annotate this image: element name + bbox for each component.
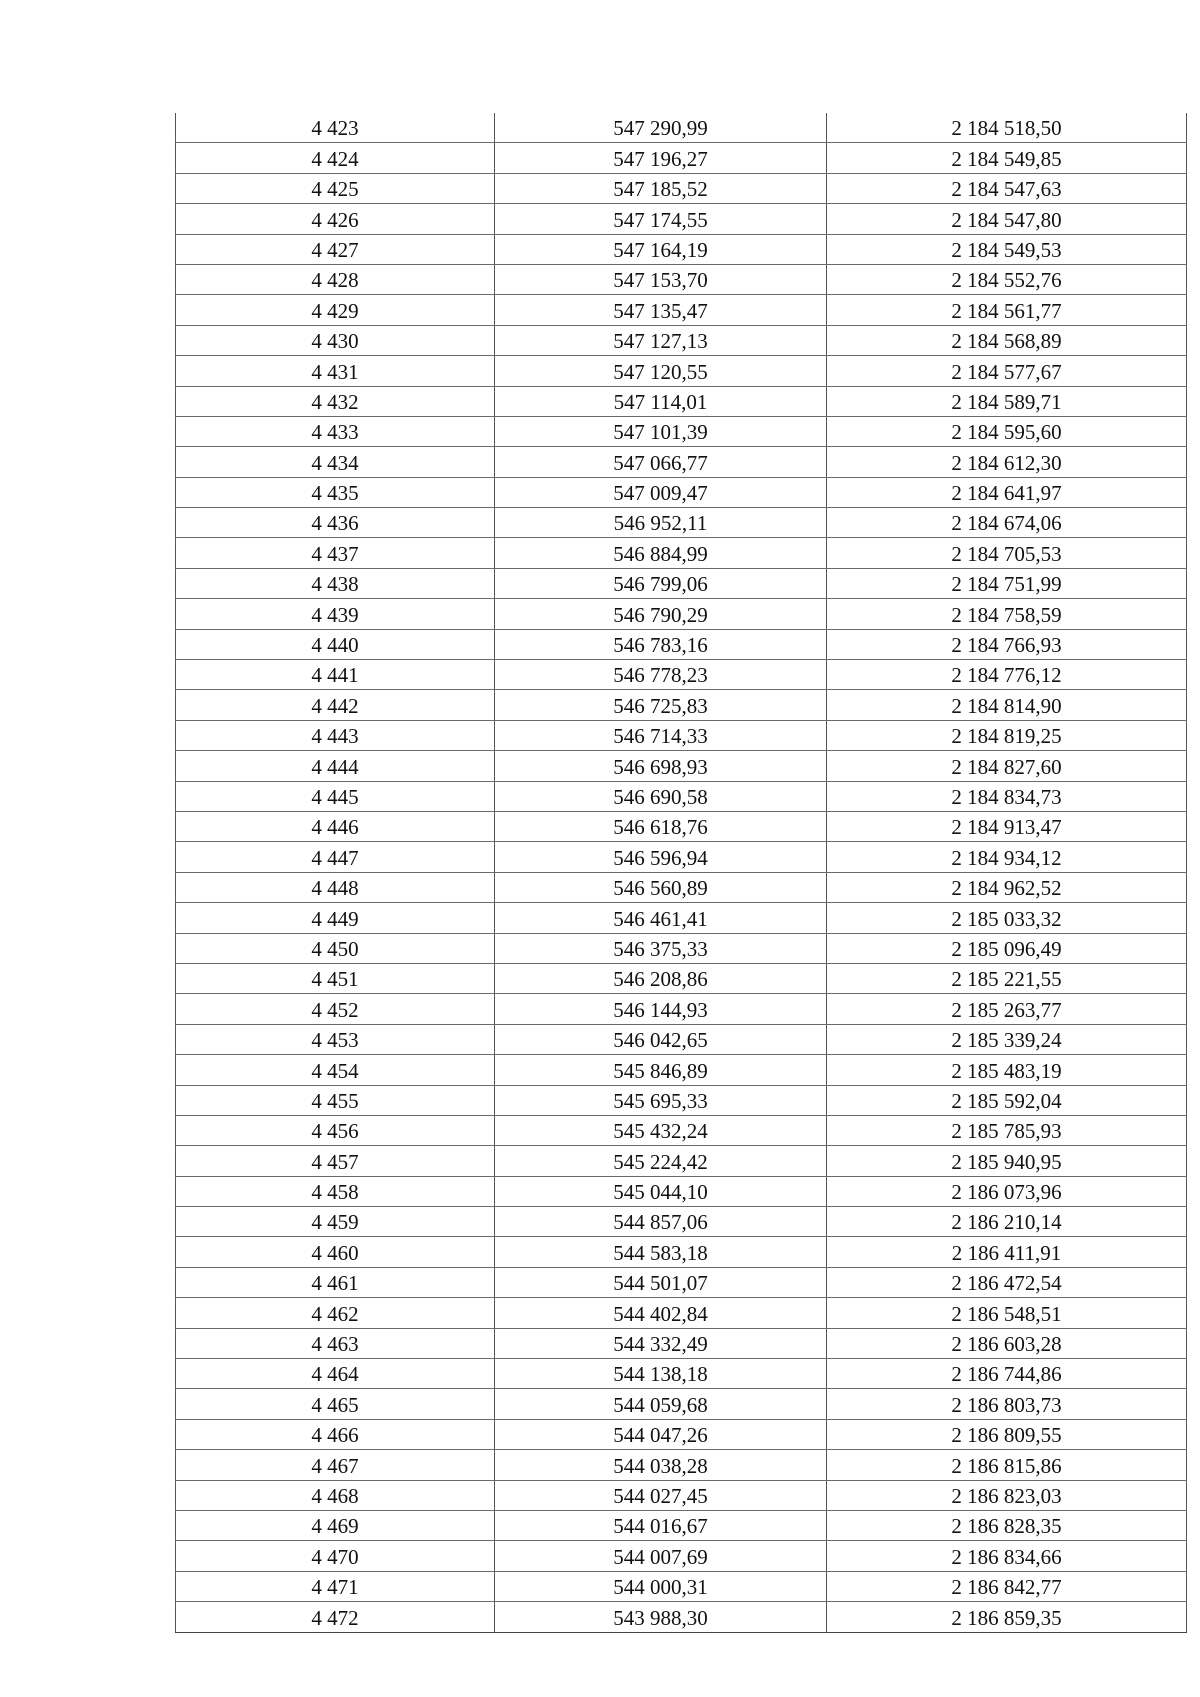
- point-number-cell: 4 448: [176, 872, 495, 902]
- y-coordinate-cell: 2 184 758,59: [827, 599, 1187, 629]
- x-coordinate-cell: 543 988,30: [495, 1602, 827, 1632]
- y-coordinate-cell: 2 184 549,53: [827, 234, 1187, 264]
- y-coordinate-cell: 2 184 819,25: [827, 720, 1187, 750]
- table-row: [176, 416, 1187, 446]
- x-coordinate-cell: 546 208,86: [495, 963, 827, 993]
- table-row: [176, 1359, 1187, 1389]
- coordinates-table-body: [176, 113, 1187, 1632]
- table-row: [176, 1328, 1187, 1358]
- point-number-cell: 4 430: [176, 325, 495, 355]
- y-coordinate-cell: 2 184 547,80: [827, 204, 1187, 234]
- point-number-cell: 4 438: [176, 568, 495, 598]
- x-coordinate-cell: 546 783,16: [495, 629, 827, 659]
- y-coordinate-cell: 2 186 210,14: [827, 1207, 1187, 1237]
- y-coordinate-cell: 2 186 859,35: [827, 1602, 1187, 1632]
- table-row: [176, 903, 1187, 933]
- point-number-cell: 4 461: [176, 1267, 495, 1297]
- point-number-cell: 4 472: [176, 1602, 495, 1632]
- table-row: [176, 1389, 1187, 1419]
- y-coordinate-cell: 2 186 548,51: [827, 1298, 1187, 1328]
- point-number-cell: 4 451: [176, 963, 495, 993]
- y-coordinate-cell: 2 184 595,60: [827, 416, 1187, 446]
- point-number-cell: 4 424: [176, 143, 495, 173]
- point-number-cell: 4 440: [176, 629, 495, 659]
- x-coordinate-cell: 547 120,55: [495, 356, 827, 386]
- point-number-cell: 4 433: [176, 416, 495, 446]
- table-row: [176, 629, 1187, 659]
- point-number-cell: 4 432: [176, 386, 495, 416]
- x-coordinate-cell: 546 799,06: [495, 568, 827, 598]
- table-row: [176, 113, 1187, 143]
- y-coordinate-cell: 2 186 834,66: [827, 1541, 1187, 1571]
- y-coordinate-cell: 2 184 827,60: [827, 751, 1187, 781]
- table-row: [176, 173, 1187, 203]
- point-number-cell: 4 437: [176, 538, 495, 568]
- point-number-cell: 4 447: [176, 842, 495, 872]
- point-number-cell: 4 464: [176, 1359, 495, 1389]
- table-row: [176, 599, 1187, 629]
- y-coordinate-cell: 2 185 221,55: [827, 963, 1187, 993]
- x-coordinate-cell: 546 698,93: [495, 751, 827, 781]
- x-coordinate-cell: 547 164,19: [495, 234, 827, 264]
- point-number-cell: 4 450: [176, 933, 495, 963]
- table-row: [176, 1480, 1187, 1510]
- point-number-cell: 4 444: [176, 751, 495, 781]
- point-number-cell: 4 439: [176, 599, 495, 629]
- table-row: [176, 325, 1187, 355]
- x-coordinate-cell: 546 560,89: [495, 872, 827, 902]
- x-coordinate-cell: 547 185,52: [495, 173, 827, 203]
- table-row: [176, 264, 1187, 294]
- y-coordinate-cell: 2 185 096,49: [827, 933, 1187, 963]
- y-coordinate-cell: 2 184 705,53: [827, 538, 1187, 568]
- table-row: [176, 811, 1187, 841]
- table-row: [176, 568, 1187, 598]
- y-coordinate-cell: 2 185 940,95: [827, 1146, 1187, 1176]
- x-coordinate-cell: 544 501,07: [495, 1267, 827, 1297]
- point-number-cell: 4 463: [176, 1328, 495, 1358]
- y-coordinate-cell: 2 186 823,03: [827, 1480, 1187, 1510]
- x-coordinate-cell: 545 846,89: [495, 1055, 827, 1085]
- table-row: [176, 356, 1187, 386]
- x-coordinate-cell: 546 714,33: [495, 720, 827, 750]
- y-coordinate-cell: 2 184 577,67: [827, 356, 1187, 386]
- point-number-cell: 4 429: [176, 295, 495, 325]
- table-row: [176, 1207, 1187, 1237]
- x-coordinate-cell: 547 101,39: [495, 416, 827, 446]
- y-coordinate-cell: 2 185 263,77: [827, 994, 1187, 1024]
- x-coordinate-cell: 546 690,58: [495, 781, 827, 811]
- table-row: [176, 1419, 1187, 1449]
- y-coordinate-cell: 2 186 809,55: [827, 1419, 1187, 1449]
- point-number-cell: 4 471: [176, 1571, 495, 1601]
- y-coordinate-cell: 2 185 483,19: [827, 1055, 1187, 1085]
- point-number-cell: 4 431: [176, 356, 495, 386]
- table-row: [176, 234, 1187, 264]
- y-coordinate-cell: 2 184 589,71: [827, 386, 1187, 416]
- table-row: [176, 1510, 1187, 1540]
- y-coordinate-cell: 2 186 828,35: [827, 1510, 1187, 1540]
- coordinates-table: [175, 113, 1187, 1633]
- y-coordinate-cell: 2 185 592,04: [827, 1085, 1187, 1115]
- x-coordinate-cell: 545 695,33: [495, 1085, 827, 1115]
- y-coordinate-cell: 2 184 547,63: [827, 173, 1187, 203]
- table-row: [176, 1602, 1187, 1632]
- point-number-cell: 4 449: [176, 903, 495, 933]
- y-coordinate-cell: 2 186 803,73: [827, 1389, 1187, 1419]
- y-coordinate-cell: 2 185 785,93: [827, 1115, 1187, 1145]
- table-row: [176, 720, 1187, 750]
- y-coordinate-cell: 2 184 612,30: [827, 447, 1187, 477]
- point-number-cell: 4 470: [176, 1541, 495, 1571]
- x-coordinate-cell: 547 290,99: [495, 113, 827, 143]
- point-number-cell: 4 435: [176, 477, 495, 507]
- y-coordinate-cell: 2 184 674,06: [827, 508, 1187, 538]
- point-number-cell: 4 452: [176, 994, 495, 1024]
- table-row: [176, 1237, 1187, 1267]
- point-number-cell: 4 428: [176, 264, 495, 294]
- point-number-cell: 4 442: [176, 690, 495, 720]
- table-row: [176, 508, 1187, 538]
- y-coordinate-cell: 2 184 549,85: [827, 143, 1187, 173]
- y-coordinate-cell: 2 184 641,97: [827, 477, 1187, 507]
- point-number-cell: 4 423: [176, 113, 495, 143]
- x-coordinate-cell: 544 038,28: [495, 1450, 827, 1480]
- point-number-cell: 4 457: [176, 1146, 495, 1176]
- table-row: [176, 1571, 1187, 1601]
- x-coordinate-cell: 547 135,47: [495, 295, 827, 325]
- point-number-cell: 4 441: [176, 660, 495, 690]
- y-coordinate-cell: 2 184 934,12: [827, 842, 1187, 872]
- y-coordinate-cell: 2 186 472,54: [827, 1267, 1187, 1297]
- table-row: [176, 204, 1187, 234]
- x-coordinate-cell: 544 047,26: [495, 1419, 827, 1449]
- x-coordinate-cell: 546 778,23: [495, 660, 827, 690]
- x-coordinate-cell: 546 952,11: [495, 508, 827, 538]
- x-coordinate-cell: 547 066,77: [495, 447, 827, 477]
- table-row: [176, 842, 1187, 872]
- x-coordinate-cell: 547 174,55: [495, 204, 827, 234]
- x-coordinate-cell: 546 461,41: [495, 903, 827, 933]
- point-number-cell: 4 436: [176, 508, 495, 538]
- x-coordinate-cell: 544 332,49: [495, 1328, 827, 1358]
- table-row: [176, 872, 1187, 902]
- point-number-cell: 4 465: [176, 1389, 495, 1419]
- point-number-cell: 4 427: [176, 234, 495, 264]
- y-coordinate-cell: 2 184 776,12: [827, 660, 1187, 690]
- x-coordinate-cell: 545 432,24: [495, 1115, 827, 1145]
- table-row: [176, 963, 1187, 993]
- y-coordinate-cell: 2 184 751,99: [827, 568, 1187, 598]
- table-row: [176, 386, 1187, 416]
- y-coordinate-cell: 2 185 033,32: [827, 903, 1187, 933]
- point-number-cell: 4 460: [176, 1237, 495, 1267]
- y-coordinate-cell: 2 184 568,89: [827, 325, 1187, 355]
- table-row: [176, 1450, 1187, 1480]
- table-row: [176, 1085, 1187, 1115]
- y-coordinate-cell: 2 185 339,24: [827, 1024, 1187, 1054]
- table-row: [176, 660, 1187, 690]
- x-coordinate-cell: 544 027,45: [495, 1480, 827, 1510]
- x-coordinate-cell: 545 224,42: [495, 1146, 827, 1176]
- x-coordinate-cell: 544 402,84: [495, 1298, 827, 1328]
- table-row: [176, 1176, 1187, 1206]
- y-coordinate-cell: 2 184 814,90: [827, 690, 1187, 720]
- point-number-cell: 4 468: [176, 1480, 495, 1510]
- y-coordinate-cell: 2 186 744,86: [827, 1359, 1187, 1389]
- table-row: [176, 477, 1187, 507]
- x-coordinate-cell: 544 138,18: [495, 1359, 827, 1389]
- y-coordinate-cell: 2 184 834,73: [827, 781, 1187, 811]
- x-coordinate-cell: 546 884,99: [495, 538, 827, 568]
- x-coordinate-cell: 544 016,67: [495, 1510, 827, 1540]
- y-coordinate-cell: 2 184 561,77: [827, 295, 1187, 325]
- x-coordinate-cell: 546 596,94: [495, 842, 827, 872]
- point-number-cell: 4 462: [176, 1298, 495, 1328]
- point-number-cell: 4 458: [176, 1176, 495, 1206]
- point-number-cell: 4 425: [176, 173, 495, 203]
- y-coordinate-cell: 2 184 962,52: [827, 872, 1187, 902]
- y-coordinate-cell: 2 184 518,50: [827, 113, 1187, 143]
- x-coordinate-cell: 547 009,47: [495, 477, 827, 507]
- point-number-cell: 4 454: [176, 1055, 495, 1085]
- x-coordinate-cell: 544 857,06: [495, 1207, 827, 1237]
- table-row: [176, 295, 1187, 325]
- point-number-cell: 4 467: [176, 1450, 495, 1480]
- x-coordinate-cell: 546 790,29: [495, 599, 827, 629]
- table-row: [176, 143, 1187, 173]
- table-row: [176, 751, 1187, 781]
- point-number-cell: 4 445: [176, 781, 495, 811]
- table-row: [176, 1115, 1187, 1145]
- table-row: [176, 781, 1187, 811]
- point-number-cell: 4 426: [176, 204, 495, 234]
- x-coordinate-cell: 544 583,18: [495, 1237, 827, 1267]
- point-number-cell: 4 456: [176, 1115, 495, 1145]
- point-number-cell: 4 469: [176, 1510, 495, 1540]
- y-coordinate-cell: 2 184 552,76: [827, 264, 1187, 294]
- table-row: [176, 447, 1187, 477]
- table-row: [176, 690, 1187, 720]
- x-coordinate-cell: 544 007,69: [495, 1541, 827, 1571]
- x-coordinate-cell: 547 127,13: [495, 325, 827, 355]
- table-row: [176, 1024, 1187, 1054]
- point-number-cell: 4 453: [176, 1024, 495, 1054]
- point-number-cell: 4 466: [176, 1419, 495, 1449]
- table-row: [176, 1146, 1187, 1176]
- y-coordinate-cell: 2 186 842,77: [827, 1571, 1187, 1601]
- x-coordinate-cell: 546 725,83: [495, 690, 827, 720]
- y-coordinate-cell: 2 186 603,28: [827, 1328, 1187, 1358]
- y-coordinate-cell: 2 184 913,47: [827, 811, 1187, 841]
- table-row: [176, 994, 1187, 1024]
- y-coordinate-cell: 2 186 815,86: [827, 1450, 1187, 1480]
- point-number-cell: 4 455: [176, 1085, 495, 1115]
- table-row: [176, 933, 1187, 963]
- x-coordinate-cell: 546 144,93: [495, 994, 827, 1024]
- x-coordinate-cell: 545 044,10: [495, 1176, 827, 1206]
- y-coordinate-cell: 2 184 766,93: [827, 629, 1187, 659]
- table-row: [176, 1541, 1187, 1571]
- x-coordinate-cell: 546 618,76: [495, 811, 827, 841]
- point-number-cell: 4 459: [176, 1207, 495, 1237]
- table-row: [176, 538, 1187, 568]
- table-row: [176, 1298, 1187, 1328]
- x-coordinate-cell: 547 196,27: [495, 143, 827, 173]
- x-coordinate-cell: 547 153,70: [495, 264, 827, 294]
- point-number-cell: 4 446: [176, 811, 495, 841]
- point-number-cell: 4 434: [176, 447, 495, 477]
- x-coordinate-cell: 546 375,33: [495, 933, 827, 963]
- point-number-cell: 4 443: [176, 720, 495, 750]
- y-coordinate-cell: 2 186 073,96: [827, 1176, 1187, 1206]
- x-coordinate-cell: 547 114,01: [495, 386, 827, 416]
- x-coordinate-cell: 544 000,31: [495, 1571, 827, 1601]
- y-coordinate-cell: 2 186 411,91: [827, 1237, 1187, 1267]
- table-row: [176, 1267, 1187, 1297]
- x-coordinate-cell: 544 059,68: [495, 1389, 827, 1419]
- x-coordinate-cell: 546 042,65: [495, 1024, 827, 1054]
- table-row: [176, 1055, 1187, 1085]
